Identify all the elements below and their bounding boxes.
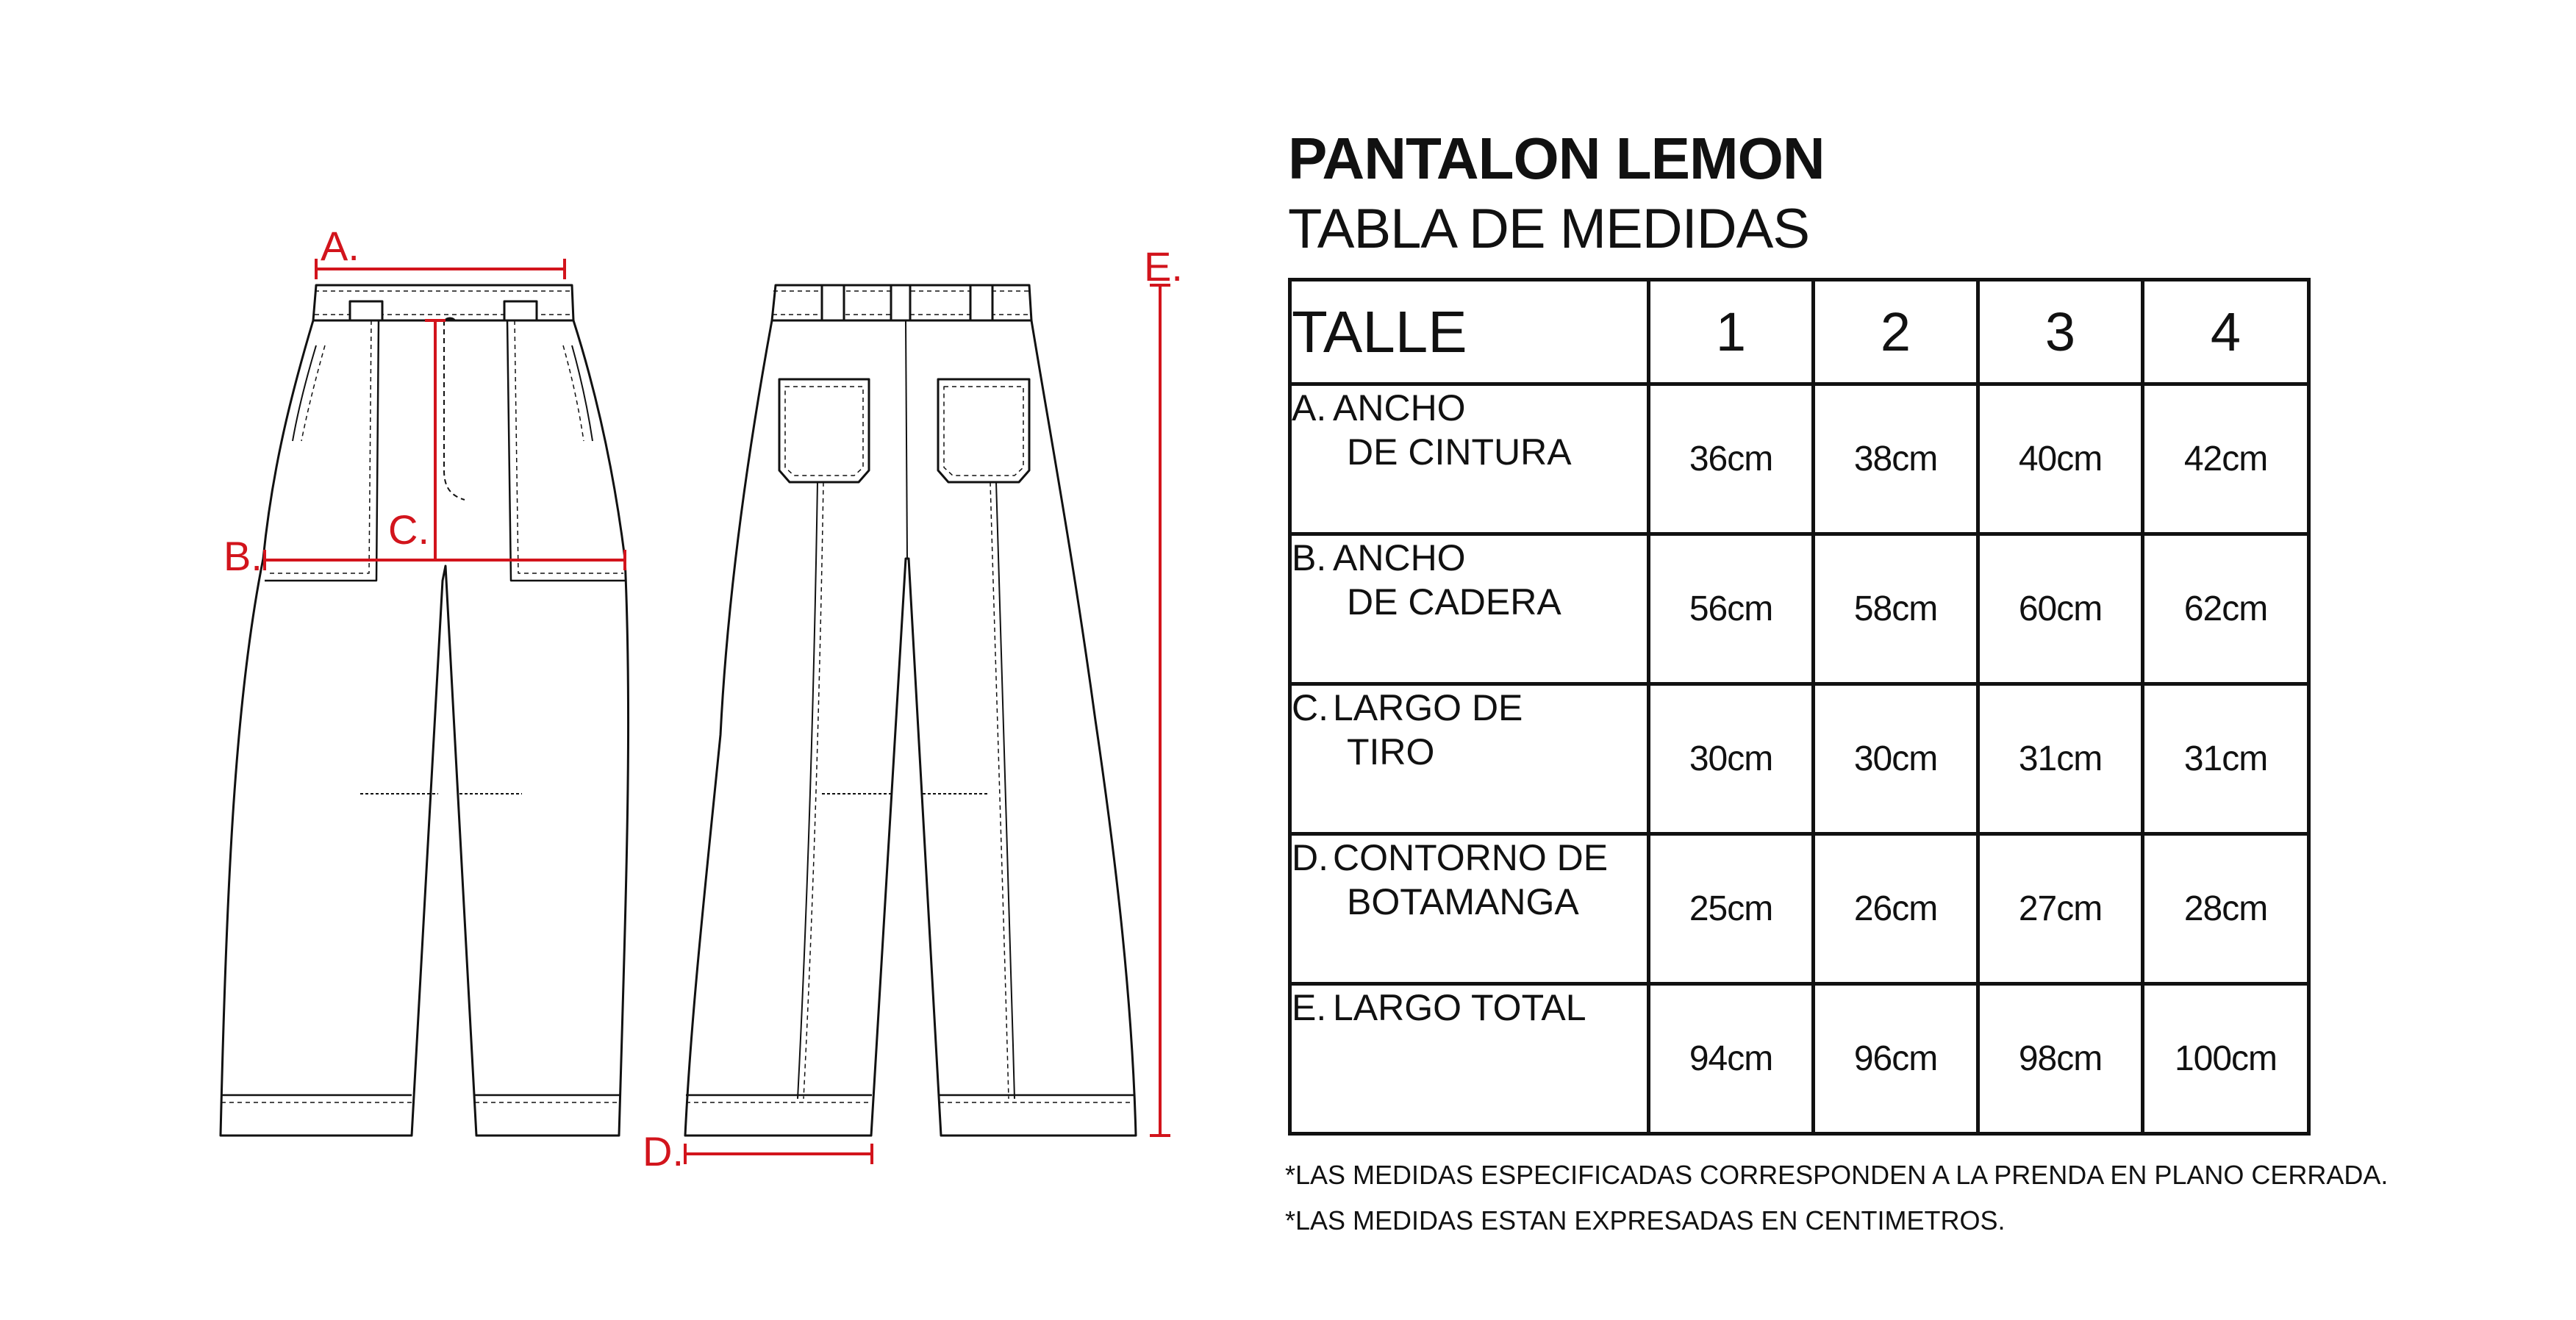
back-pocket-left <box>779 379 869 482</box>
value-cell: 98cm <box>1978 984 2143 1134</box>
back-view <box>685 285 1136 1136</box>
measure-name-cell <box>1290 834 1649 984</box>
measure-line2: TIRO <box>1347 731 1435 772</box>
value-cell: 30cm <box>1649 684 1814 834</box>
value-cell: 40cm <box>1978 384 2143 534</box>
value-cell: 26cm <box>1814 834 1978 984</box>
value-cell: 56cm <box>1649 534 1814 684</box>
measure-line2: BOTAMANGA <box>1347 881 1579 922</box>
measure-letter: C. <box>1292 687 1328 728</box>
value-cell: 31cm <box>2143 684 2309 834</box>
measure-line1: ANCHO <box>1333 537 1466 578</box>
note-flat-closed: *LAS MEDIDAS ESPECIFICADAS CORRESPONDEN A LA PRENDA EN PLANO CERRADA. <box>1285 1160 2389 1190</box>
measure-line2: DE CINTURA <box>1347 431 1572 473</box>
header-size-2: 2 <box>1814 280 1978 384</box>
product-title: PANTALON LEMON <box>1288 126 1825 191</box>
measure-name-cell <box>1290 534 1649 684</box>
pants-technical-drawing <box>0 0 1250 1320</box>
front-legs-outline <box>221 320 629 1136</box>
measure-e-label: E. <box>1144 243 1183 290</box>
measure-c-label: C. <box>388 506 429 553</box>
table-row <box>1290 834 2309 984</box>
back-pocket-right <box>938 379 1029 482</box>
front-view <box>221 285 629 1136</box>
size-chart-table <box>1288 278 2311 1136</box>
measure-name-cell <box>1290 384 1649 534</box>
value-cell: 42cm <box>2143 384 2309 534</box>
value-cell: 38cm <box>1814 384 1978 534</box>
measure-line1: ANCHO <box>1333 387 1466 428</box>
table-row <box>1290 984 2309 1134</box>
value-cell: 28cm <box>2143 834 2309 984</box>
header-talle: TALLE <box>1290 280 1649 384</box>
back-legs-outline <box>685 320 1136 1136</box>
measure-d-label: D. <box>643 1128 684 1174</box>
table-row <box>1290 384 2309 534</box>
measure-a-label: A. <box>321 223 359 269</box>
table-subtitle: TABLA DE MEDIDAS <box>1288 198 1810 260</box>
measure-name-cell <box>1290 684 1649 834</box>
table-row <box>1290 534 2309 684</box>
value-cell: 27cm <box>1978 834 2143 984</box>
value-cell: 94cm <box>1649 984 1814 1134</box>
measure-line1: CONTORNO DE <box>1333 837 1609 878</box>
measure-letter: D. <box>1292 837 1328 878</box>
measure-letter: B. <box>1292 537 1327 578</box>
note-centimeters: *LAS MEDIDAS ESTAN EXPRESADAS EN CENTIMETROS. <box>1285 1205 2006 1235</box>
value-cell: 25cm <box>1649 834 1814 984</box>
measure-letter: E. <box>1292 987 1327 1028</box>
value-cell: 62cm <box>2143 534 2309 684</box>
measure-letter: A. <box>1292 387 1327 428</box>
measure-e-line <box>1150 285 1170 1136</box>
measure-b-label: B. <box>223 533 262 579</box>
table-row <box>1290 684 2309 834</box>
measure-d-line <box>685 1144 872 1164</box>
value-cell: 60cm <box>1978 534 2143 684</box>
value-cell: 58cm <box>1814 534 1978 684</box>
value-cell: 96cm <box>1814 984 1978 1134</box>
measure-line1: LARGO DE <box>1333 687 1523 728</box>
measure-name-cell <box>1290 984 1649 1134</box>
value-cell: 30cm <box>1814 684 1978 834</box>
measure-line2: DE CADERA <box>1347 581 1561 623</box>
header-size-3: 3 <box>1978 280 2143 384</box>
value-cell: 100cm <box>2143 984 2309 1134</box>
header-size-1: 1 <box>1649 280 1814 384</box>
table-header-row <box>1290 280 2309 384</box>
header-size-4: 4 <box>2143 280 2309 384</box>
measure-line1: LARGO TOTAL <box>1333 987 1586 1028</box>
value-cell: 31cm <box>1978 684 2143 834</box>
value-cell: 36cm <box>1649 384 1814 534</box>
